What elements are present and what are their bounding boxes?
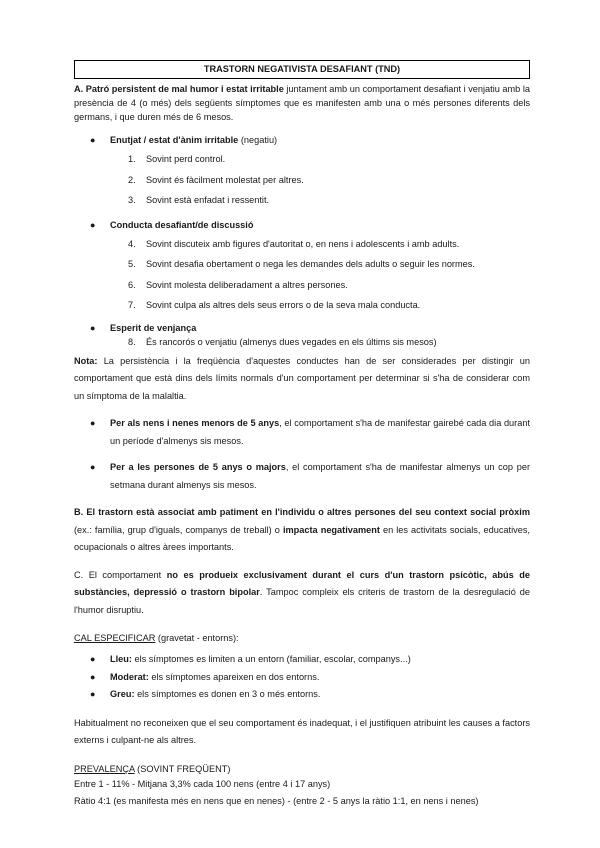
bullet-icon: ● [90,322,96,333]
symptom-item: 4. Sovint discuteix amb figures d'autoritat o, en nens i adolescents i amb adults. [128,238,460,249]
group-heading: Enutjat / estat d'ànim irritable [110,135,239,145]
section-b: B. El trastorn està associat amb patiment en l'individu o altres persones del seu context social pròxim (ex.: família, grup d'iguals, companys de treball) o impacta negativament en les activitats socials, educatives, ocupacionals o altres àrees importants. [74,507,530,552]
bullet-icon: ● [90,689,96,699]
bullet-icon: ● [90,219,96,230]
bullet-icon: ● [90,135,96,145]
bullet-icon: ● [90,654,96,664]
section-a [74,82,530,124]
document-page [74,60,530,811]
symptom-item: 7. Sovint culpa als altres dels seus errors o de la seva mala conducta. [128,300,421,310]
section-a-text: juntament amb un comportament desafiant i venjatiu amb la presència de 4 (o més) dels següents símptomes que es manifesten amb una o més persones diferents dels germans, i que duren més de 6 mesos. [74,84,530,122]
severity-item: ● Moderat: els símptomes apareixen en dos entorns. [74,669,530,687]
group-heading: Esperit de venjança [110,322,197,333]
especificar-heading: CAL ESPECIFICAR (gravetat - entorns): [74,633,239,643]
severity-item: ● Lleu: els símptomes es limiten a un entorn (familiar, escolar, companys...) [74,651,530,669]
age-criteria-list [74,415,530,494]
bullet-icon: ● [90,671,96,682]
especificar-list [74,651,530,704]
symptom-list [128,335,530,351]
especificar-title: CAL ESPECIFICAR [74,633,156,643]
symptom-item: 2. Sovint és fàcilment molestat per altres. [128,174,304,185]
symptom-item: 8. És rancorós o venjatiu (almenys dues vegades en els últims sis mesos) [128,336,437,347]
age-criterion: ● Per a les persones de 5 anys o majors, el comportament s'ha de manifestar almenys un cop per setmana durant almenys sis mesos. [74,459,530,494]
group-heading-suffix: (negatiu) [238,135,278,145]
symptom-group-2 [74,218,530,319]
symptom-list [128,152,530,214]
bullet-icon: ● [90,462,96,472]
nota-text: La persistència i la freqüència d'aquestes conductes han de ser considerades per distingir un comportament que està dins dels límits normals d'un comportament per determinar si s'ha de considerar com un símptoma de la malaltia. [74,355,530,401]
section-a-label: A. Patró persistent de mal humor i estat irritable [74,84,284,94]
habitualment-paragraph: Habitualment no reconeixen que el seu comportament és inadequat, i el justifiquen atribuint les causes a factors externs i culpant-ne als altres. [74,717,530,745]
bullet-icon: ● [90,418,96,428]
symptom-item: 6. Sovint molesta deliberadament a altres persones. [128,279,348,290]
group-heading: Conducta desafiant/de discussió [110,219,254,230]
severity-item: ● Greu: els símptomes es donen en 3 o més entorns. [74,686,530,704]
prevalenca-line-1: Entre 1 - 11% - Mitjana 3,3% cada 100 nens (entre 4 i 17 anys) [74,778,331,789]
symptom-item: 1. Sovint perd control. [128,154,226,164]
symptom-list [128,237,530,319]
age-criterion: ● Per als nens i nenes menors de 5 anys, el comportament s'ha de manifestar gairebé cada dia durant un període d'almenys sis mesos. [74,415,530,450]
nota-label: Nota: [74,355,98,366]
prevalenca-heading: PREVALENÇA (SOVINT FREQÜENT) [74,763,231,774]
prevalenca-title: PREVALENÇA [74,763,135,774]
prevalenca-line-2: Ràtio 4:1 (es manifesta més en nens que en nenes) - (entre 2 - 5 anys la ràtio 1:1, en nens i nenes) [74,796,479,806]
symptom-item: 5. Sovint desafia obertament o nega les demandes dels adults o seguir les normes. [128,259,475,269]
symptom-item: 3. Sovint està enfadat i ressentit. [128,195,270,205]
symptom-group-1 [74,133,530,214]
symptom-group-3 [74,321,530,351]
section-c: C. El comportament no es produeix exclusivament durant el curs d'un trastorn psicòtic, abús de substàncies, depressió o trastorn bipolar. Tampoc compleix els criteris de trastorn de la desregulació de l'humor disruptiu. [74,569,530,615]
nota-paragraph [74,353,530,406]
document-title: TRASTORN NEGATIVISTA DESAFIANT (TND) [74,60,530,79]
